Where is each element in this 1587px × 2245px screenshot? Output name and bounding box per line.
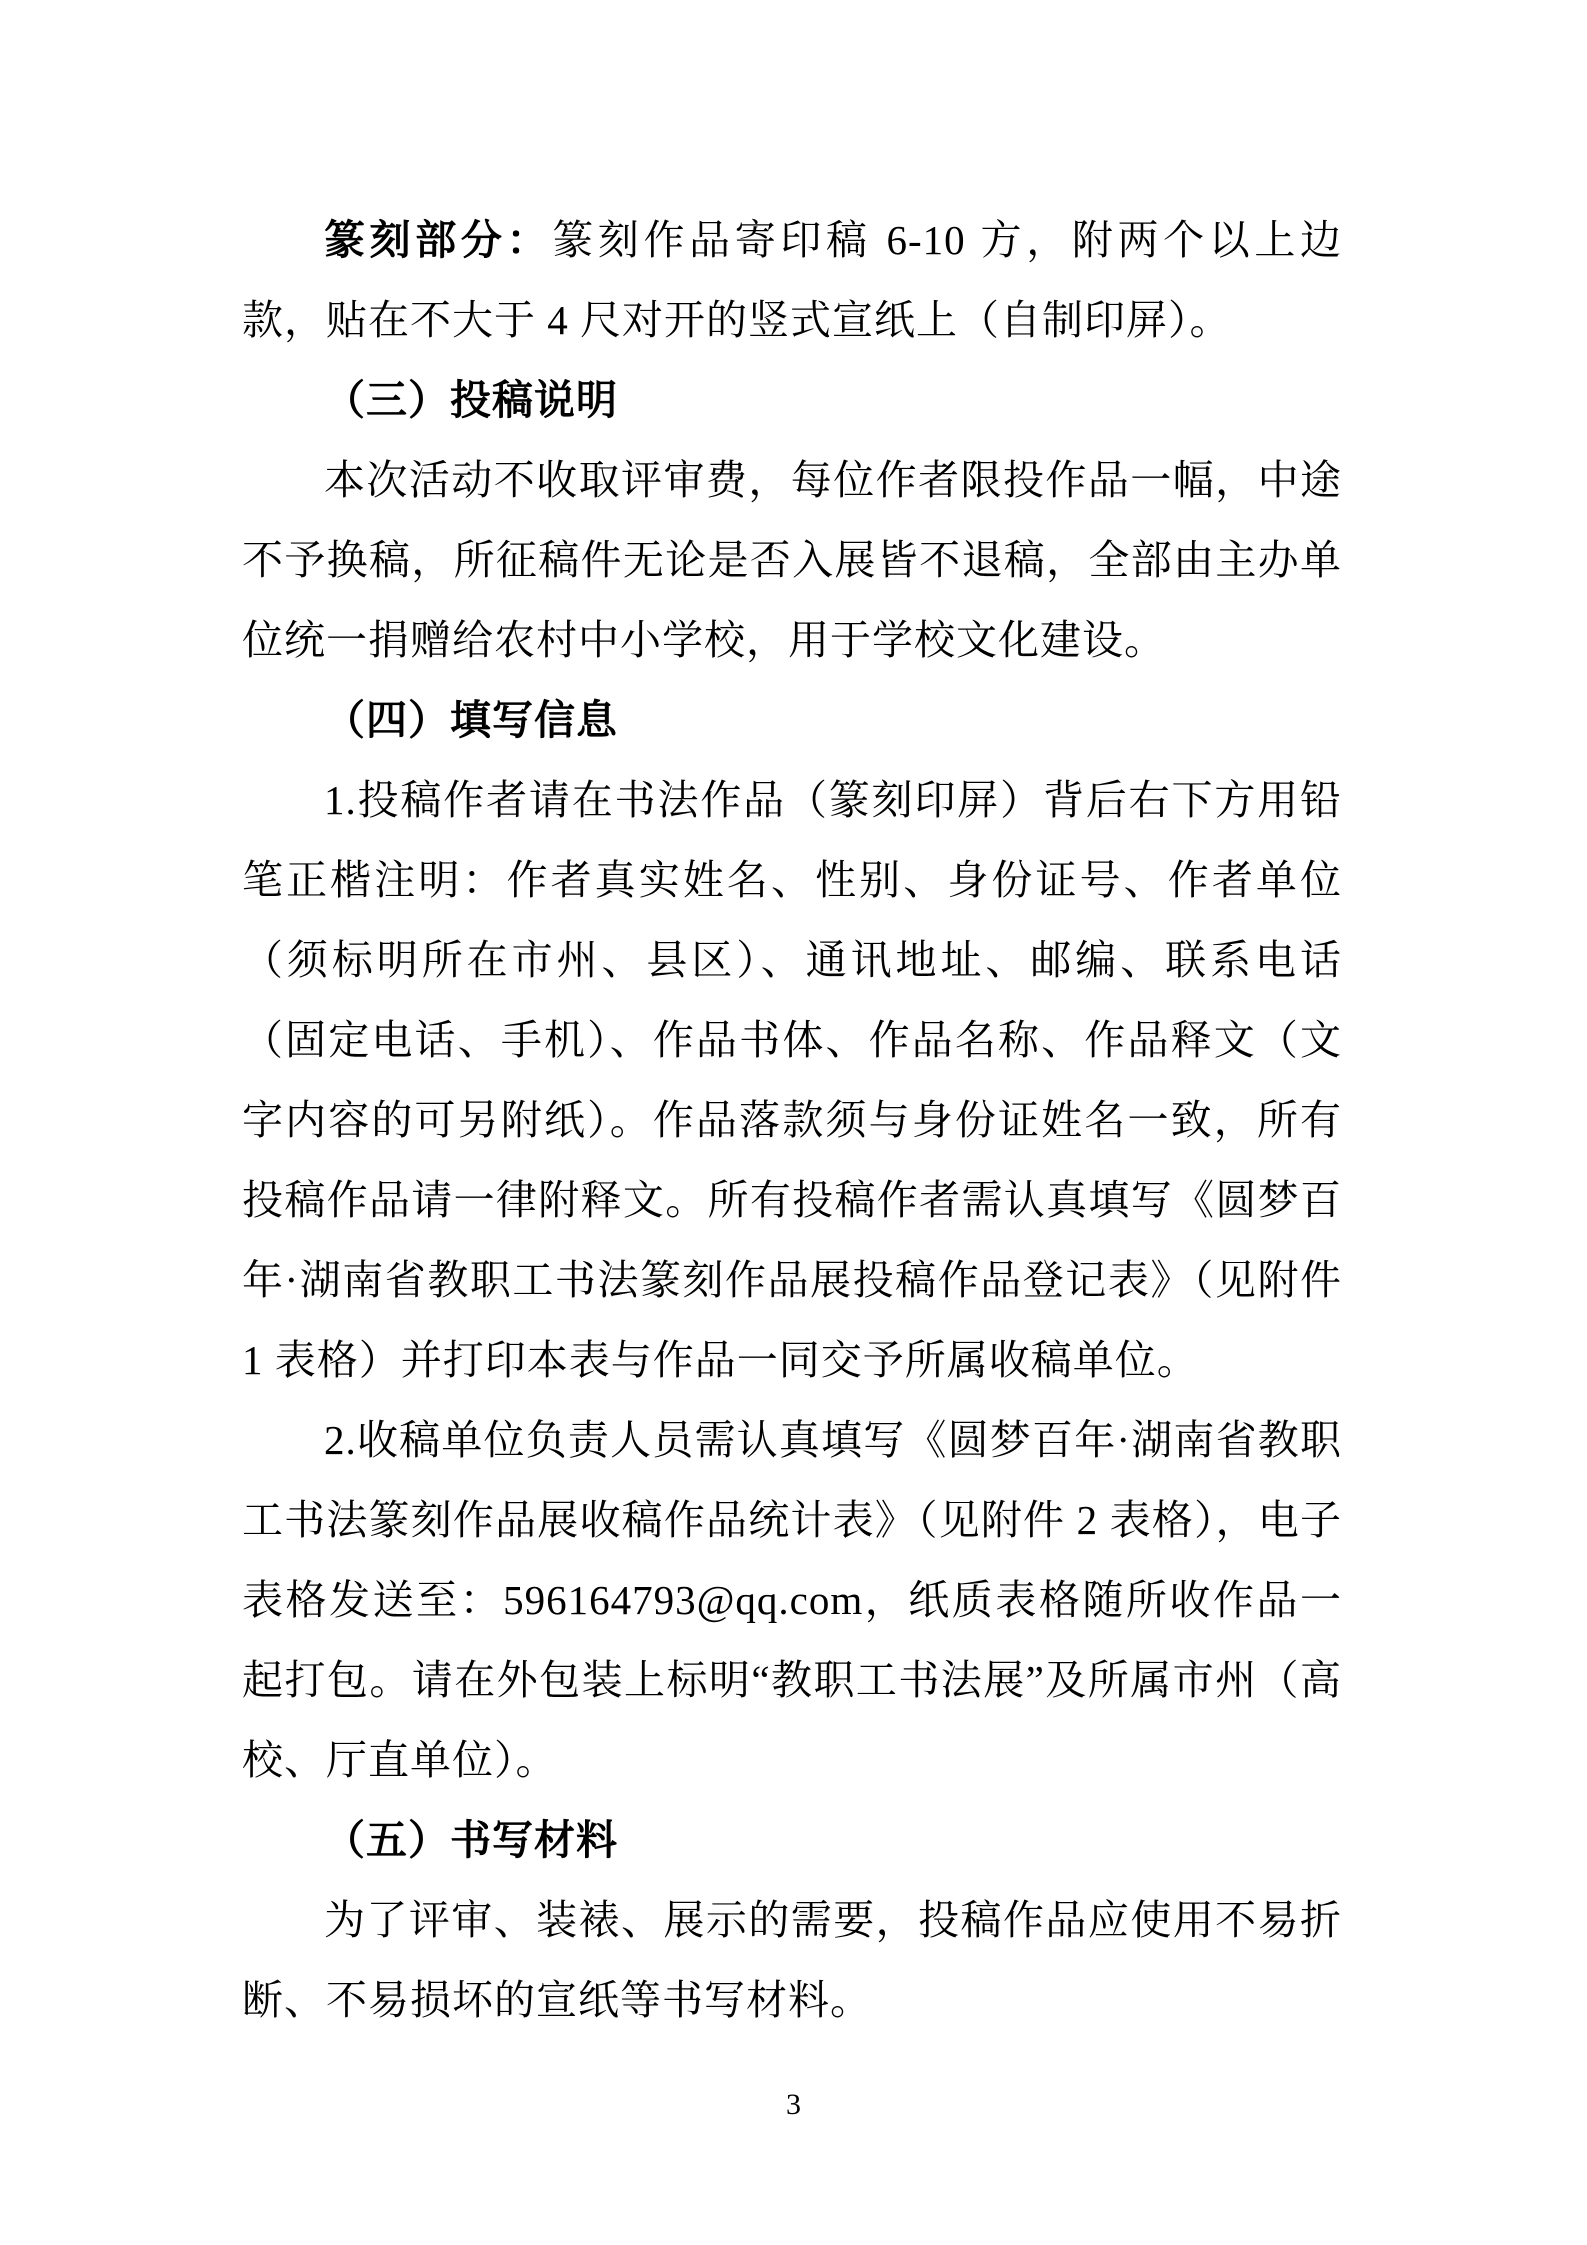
page-number: 3 [786,2088,801,2121]
paragraph-writing-materials: 为了评审、装裱、展示的需要，投稿作品应使用不易折断、不易损坏的宣纸等书写材料。 [242,1897,1342,2023]
seal-section-lead-label: 篆刻部分： [324,217,553,263]
paragraph-fill-info-item-1: 1.投稿作者请在书法作品（篆刻印屏）背后右下方用铅笔正楷注明：作者真实姓名、性别、身份证号、作者单位（须标明所在市州、县区）、通讯地址、邮编、联系电话（固定电话、手机）、作品书体、作品名称、作品释文（文字内容的可另附纸）。作品落款须与身份证姓名一致，所有投稿作品请一律附释文。所有投稿作者需认真填写《圆梦百年·湖南省教职工书法篆刻作品展投稿作品登记表》（见附件 1 表格）并打印本表与作品一同交予所属收稿单位。 [242,777,1342,1383]
paragraph-submission-notes: 本次活动不收取评审费，每位作者限投作品一幅，中途不予换稿，所征稿件无论是否入展皆不退稿，全部由主办单位统一捐赠给农村中小学校，用于学校文化建设。 [242,457,1342,663]
heading-section-5-writing-materials: （五）书写材料 [324,1817,618,1863]
seal-section-text: 篆刻作品寄印稿 6-10 方，附两个以上边款，贴在不大于 4 尺对开的竖式宣纸上（自制印屏）。 [242,217,1343,343]
document-body [242,200,1342,2040]
heading-section-3-submission-notes: （三）投稿说明 [324,377,618,423]
paragraph-fill-info-item-2: 2.收稿单位负责人员需认真填写《圆梦百年·湖南省教职工书法篆刻作品展收稿作品统计表》（见附件 2 表格），电子表格发送至：596164793@qq.com，纸质表格随所收作品一起打包。请在外包装上标明“教职工书法展”及所属市州（高校、厅直单位）。 [242,1417,1342,1783]
paragraph-seal-carving-section [242,200,1342,360]
heading-section-4-fill-information: （四）填写信息 [324,697,618,743]
